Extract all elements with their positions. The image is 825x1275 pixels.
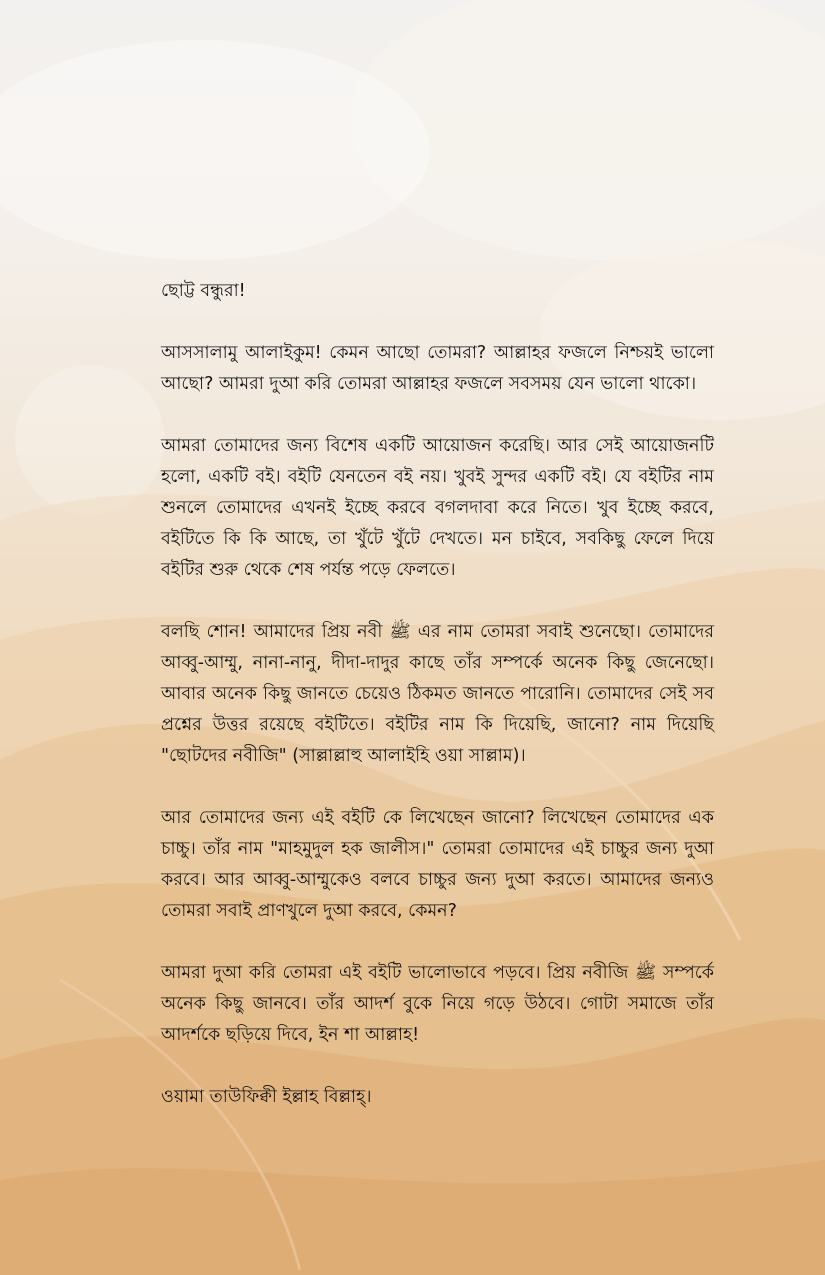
letter-body xyxy=(161,276,714,1113)
paragraph-3: বলছি শোন! আমাদের প্রিয় নবী ﷺ এর নাম তোমরা সবাই শুনেছো। তোমাদের আব্বু-আম্মু, নানা-নানু, দীদা-দাদুর কাছে তাঁর সম্পর্কে অনেক কিছু জেনেছো। আবার অনেক কিছু জানতে চেয়েও ঠিকমত জানতে পারোনি। তোমাদের সেই সব প্রশ্নের উত্তর রয়েছে বইটিতে। বইটির নাম কি দিয়েছি, জানো? নাম দিয়েছি "ছোটদের নবীজি" (সাল্লাল্লাহু আলাইহি ওয়া সাল্লাম)। xyxy=(161,622,714,766)
closing-line: ওয়ামা তাউফিক্বী ইল্লাহ বিল্লাহ্। xyxy=(161,1087,372,1107)
paragraph-5: আমরা দুআ করি তোমরা এই বইটি ভালোভাবে পড়বে। প্রিয় নবীজি ﷺ সম্পর্কে অনেক কিছু জানবে। তাঁর আদর্শ বুকে নিয়ে গড়ে উঠবে। গোটা সমাজে তাঁর আদর্শকে ছড়িয়ে দিবে, ইন শা আল্লাহ! xyxy=(161,963,714,1045)
greeting: ছোট্ট বন্ধুরা! xyxy=(161,281,246,301)
paragraph-4: আর তোমাদের জন্য এই বইটি কে লিখেছেন জানো? লিখেছেন তোমাদের এক চাচ্চু। তাঁর নাম "মাহমুদুল হক জালীস।" তোমরা তোমাদের এই চাচ্চুর জন্য দুআ করবে। আর আব্বু-আম্মুকেও বলবে চাচ্চুর জন্য দুআ করতে। আমাদের জন্যও তোমরা সবাই প্রাণখুলে দুআ করবে, কেমন? xyxy=(161,808,714,921)
paragraph-1: আসসালামু আলাইকুম! কেমন আছো তোমরা? আল্লাহর ফজলে নিশ্চয়ই ভালো আছো? আমরা দুআ করি তোমরা আল্লাহর ফজলে সবসময় যেন ভালো থাকো। xyxy=(161,343,714,394)
paragraph-2: আমরা তোমাদের জন্য বিশেষ একটি আয়োজন করেছি। আর সেই আয়োজনটি হলো, একটি বই। বইটি যেনতেন বই নয়। খুবই সুন্দর একটি বই। যে বইটির নাম শুনলে তোমাদের এখনই ইচ্ছে করবে বগলদাবা করে নিতে। খুব ইচ্ছে করবে, বইটিতে কি কি আছে, তা খুঁটে খুঁটে দেখতে। মন চাইবে, সবকিছু ফেলে দিয়ে বইটির শুরু থেকে শেষ পর্যন্ত পড়ে ফেলতে। xyxy=(161,436,714,580)
